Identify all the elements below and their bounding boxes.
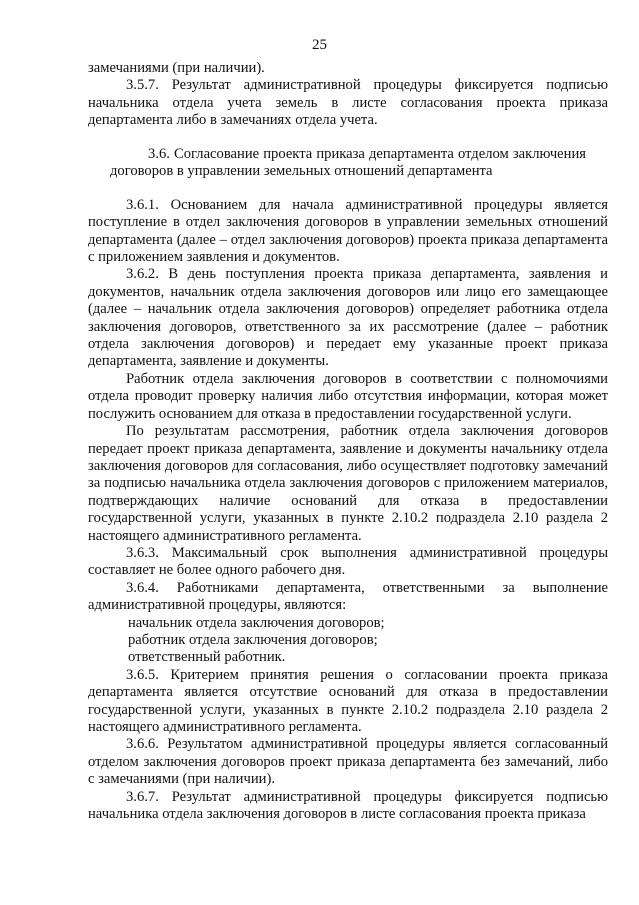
- paragraph-3-6-4: 3.6.4. Работниками департамента, ответственными за выполнение административной процедуры, являются:: [88, 579, 608, 614]
- list-item: работник отдела заключения договоров;: [128, 631, 378, 648]
- paragraph-3-6-3: 3.6.3. Максимальный срок выполнения административной процедуры составляет не более одного рабочего дня.: [88, 544, 608, 579]
- paragraph-3-6-7: 3.6.7. Результат административной процедуры фиксируется подписью начальника отдела заключения договоров в листе согласования проекта приказа: [88, 788, 608, 823]
- paragraph-3-6-2: 3.6.2. В день поступления проекта приказа департамента, заявления и документов, начальник отдела заключения договоров или лицо его замещающее (далее – начальник отдела заключения договоров) определяет работника отдела заключения договоров, ответственного за их рассмотрение (далее – работник отдела заключения договоров) и передает ему указанные проект приказа департамента, заявление и документы.: [88, 266, 608, 370]
- paragraph-review-results: По результатам рассмотрения, работник отдела заключения договоров передает проект приказа департамента, заявление и документы начальнику отдела заключения договоров для согласования, либо осуществляет подготовку замечаний за подписью начальника отдела заключения договоров с приложением материалов, подтверждающих наличие оснований для отказа в предоставлении государственной услуги, указанных в пункте 2.10.2 подраздела 2.10 раздела 2 настоящего административного регламента.: [88, 423, 608, 544]
- page-number: 25: [312, 37, 327, 53]
- paragraph-3-5-7: 3.5.7. Результат административной процедуры фиксируется подписью начальника отдела учета земель в листе согласования проекта приказа департамента либо в замечаниях отдела учета.: [88, 77, 608, 129]
- section-heading-3-6: 3.6. Согласование проекта приказа департамента отделом заключения договоров в управлении земельных отношений департамента: [110, 145, 586, 180]
- paragraph-verification: Работник отдела заключения договоров в соответствии с полномочиями отдела проводит проверку наличия либо отсутствия информации, которая может послужить основанием для отказа в предоставлении государственной услуги.: [88, 370, 608, 422]
- document-body: [88, 60, 608, 823]
- spacer: [88, 181, 608, 197]
- paragraph-3-6-5: 3.6.5. Критерием принятия решения о согласовании проекта приказа департамента является отсутствие оснований для отказа в предоставлении государственной услуги, указанных в пункте 2.10.2 подраздела 2.10 раздела 2 настоящего административного регламента.: [88, 666, 608, 735]
- list-item: ответственный работник.: [128, 649, 286, 666]
- paragraph-continuation: замечаниями (при наличии).: [88, 60, 265, 76]
- list-item: начальник отдела заключения договоров;: [128, 614, 385, 631]
- paragraph-3-6-6: 3.6.6. Результатом административной процедуры является согласованный отделом заключения договоров проект приказа департамента без замечаний, либо с замечаниями (при наличии).: [88, 736, 608, 788]
- spacer: [88, 130, 608, 146]
- paragraph-3-6-1: 3.6.1. Основанием для начала административной процедуры является поступление в отдел заключения договоров в управлении земельных отношений департамента (далее – отдел заключения договоров) проекта приказа департамента с приложением заявления и документов.: [88, 196, 608, 266]
